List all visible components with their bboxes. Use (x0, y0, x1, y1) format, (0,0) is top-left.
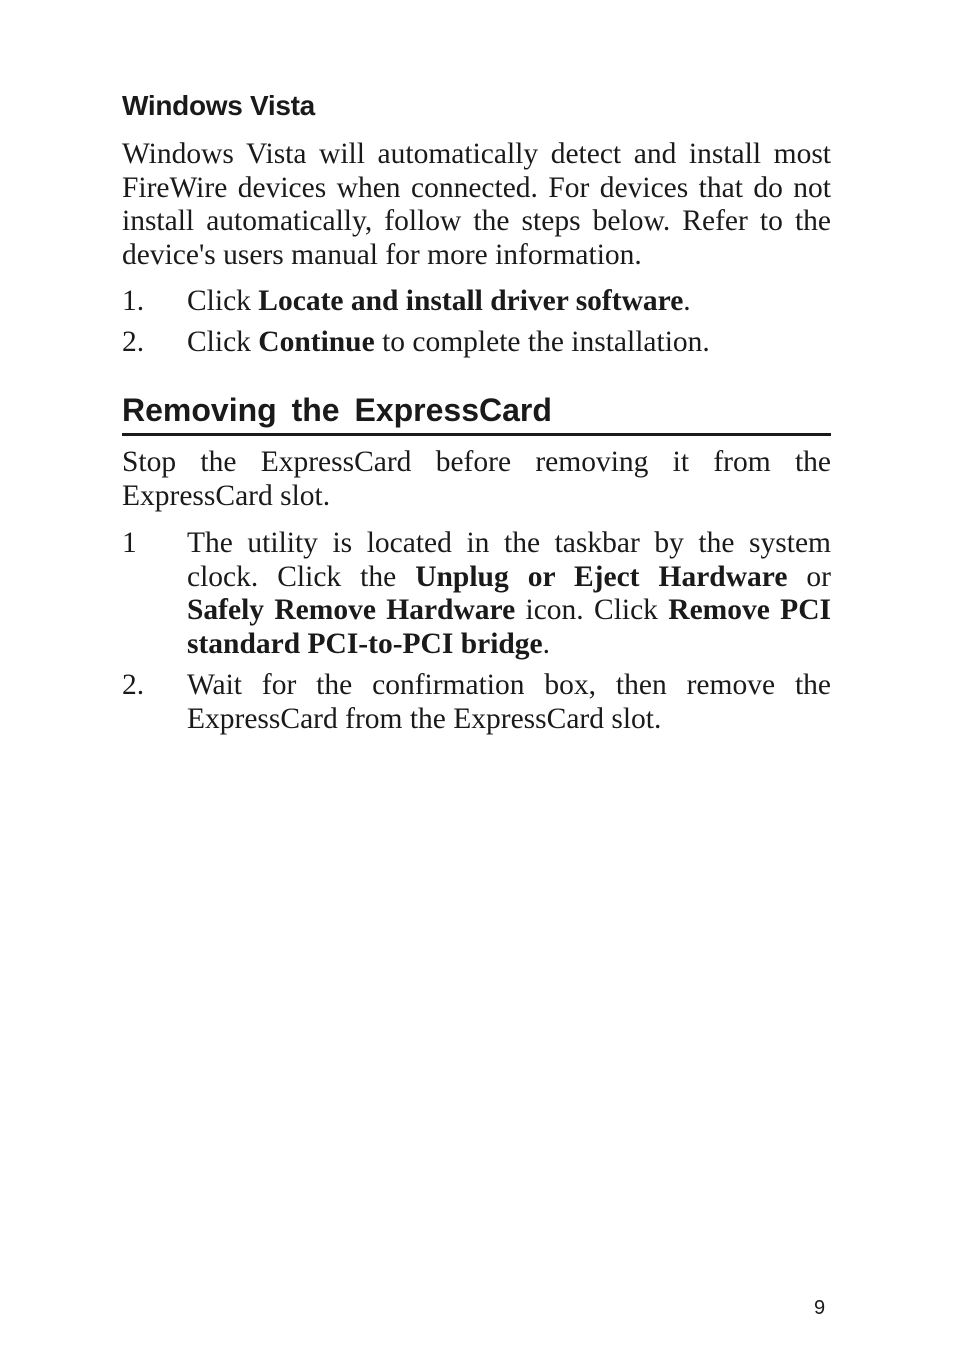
ui-label-safely-remove: Safely Remove Hardware (187, 594, 516, 627)
list-number: 1 (122, 527, 137, 559)
step-text: The utility is located in the taskbar by the system clock. Click the (187, 527, 831, 593)
ui-label-locate-install: Locate and install driver software (258, 285, 684, 317)
ui-label-remove-pci: Remove PCI standard PCI-to-PCI bridge (187, 594, 831, 660)
step-text: Click (187, 285, 259, 317)
list-text (187, 285, 831, 319)
list-number: 1. (122, 285, 145, 317)
step-text: . (683, 285, 691, 317)
step-text: or (787, 560, 831, 593)
step-text: Click (187, 326, 259, 358)
list-text (187, 326, 831, 360)
paragraph-remove-intro: Stop the ExpressCard before removing it from the ExpressCard slot. (122, 446, 831, 512)
ui-label-continue: Continue (258, 326, 375, 358)
list-text: Wait for the confirmation box, then remove the ExpressCard from the ExpressCard slot. (187, 669, 831, 735)
heading-removing-expresscard: Removing the ExpressCard (122, 392, 831, 436)
list-text (187, 527, 831, 661)
page-number: 9 (814, 1297, 826, 1319)
step-text: icon. Click (515, 594, 669, 627)
step-text: to complete the installation. (374, 326, 710, 358)
heading-windows-vista: Windows Vista (122, 90, 315, 121)
paragraph-vista-intro: Windows Vista will automatically detect and install most FireWire devices when connected. For devices that do not install automatically, follow the steps below. Refer to the device's users manual for more information. (122, 138, 831, 271)
ui-label-unplug-eject: Unplug or Eject Hardware (415, 560, 788, 593)
list-number: 2. (122, 326, 145, 358)
step-text: . (542, 627, 551, 660)
list-number: 2. (122, 669, 145, 701)
